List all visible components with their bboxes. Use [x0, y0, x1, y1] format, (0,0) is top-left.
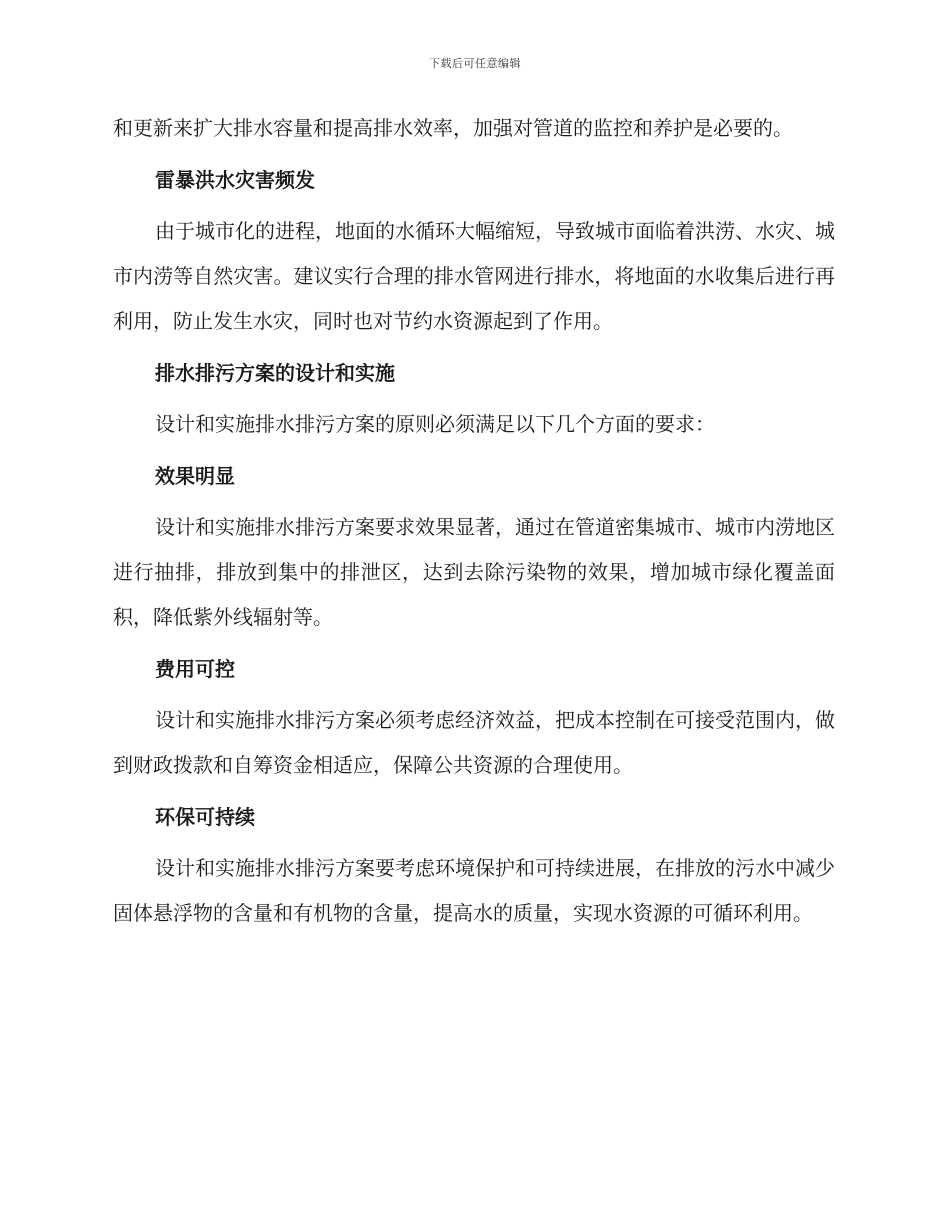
paragraph-effectiveness: 设计和实施排水排污方案要求效果显著，通过在管道密集城市、城市内涝地区进行抽排，排放到集中的排泄区，达到去除污染物的效果，增加城市绿化覆盖面积，降低紫外线辐射等。	[113, 515, 835, 629]
paragraph-flood-disasters: 由于城市化的进程，地面的水循环大幅缩短，导致城市面临着洪涝、水灾、城市内涝等自然灾害。建议实行合理的排水管网进行排水，将地面的水收集后进行再利用，防止发生水灾，同时也对节约水资源起到了作用。	[113, 219, 835, 333]
page-header: 下载后可任意编辑	[429, 57, 521, 70]
paragraph-drainage-capacity: 和更新来扩大排水容量和提高排水效率，加强对管道的监控和养护是必要的。	[113, 116, 793, 140]
heading-cost-control: 费用可控	[155, 657, 235, 681]
document-body	[113, 106, 835, 936]
paragraph-plan-principles: 设计和实施排水排污方案的原则必须满足以下几个方面的要求：	[155, 412, 715, 436]
heading-plan-design: 排水排污方案的设计和实施	[155, 361, 395, 385]
paragraph-sustainability: 设计和实施排水排污方案要考虑环境保护和可持续进展，在排放的污水中减少固体悬浮物的含量和有机物的含量，提高水的质量，实现水资源的可循环利用。	[113, 856, 835, 925]
heading-effectiveness: 效果明显	[155, 464, 235, 488]
heading-sustainability: 环保可持续	[155, 805, 255, 829]
paragraph-cost-control: 设计和实施排水排污方案必须考虑经济效益，把成本控制在可接受范围内，做到财政拨款和自筹资金相适应，保障公共资源的合理使用。	[113, 708, 835, 777]
heading-flood-disasters: 雷暴洪水灾害频发	[155, 168, 315, 192]
